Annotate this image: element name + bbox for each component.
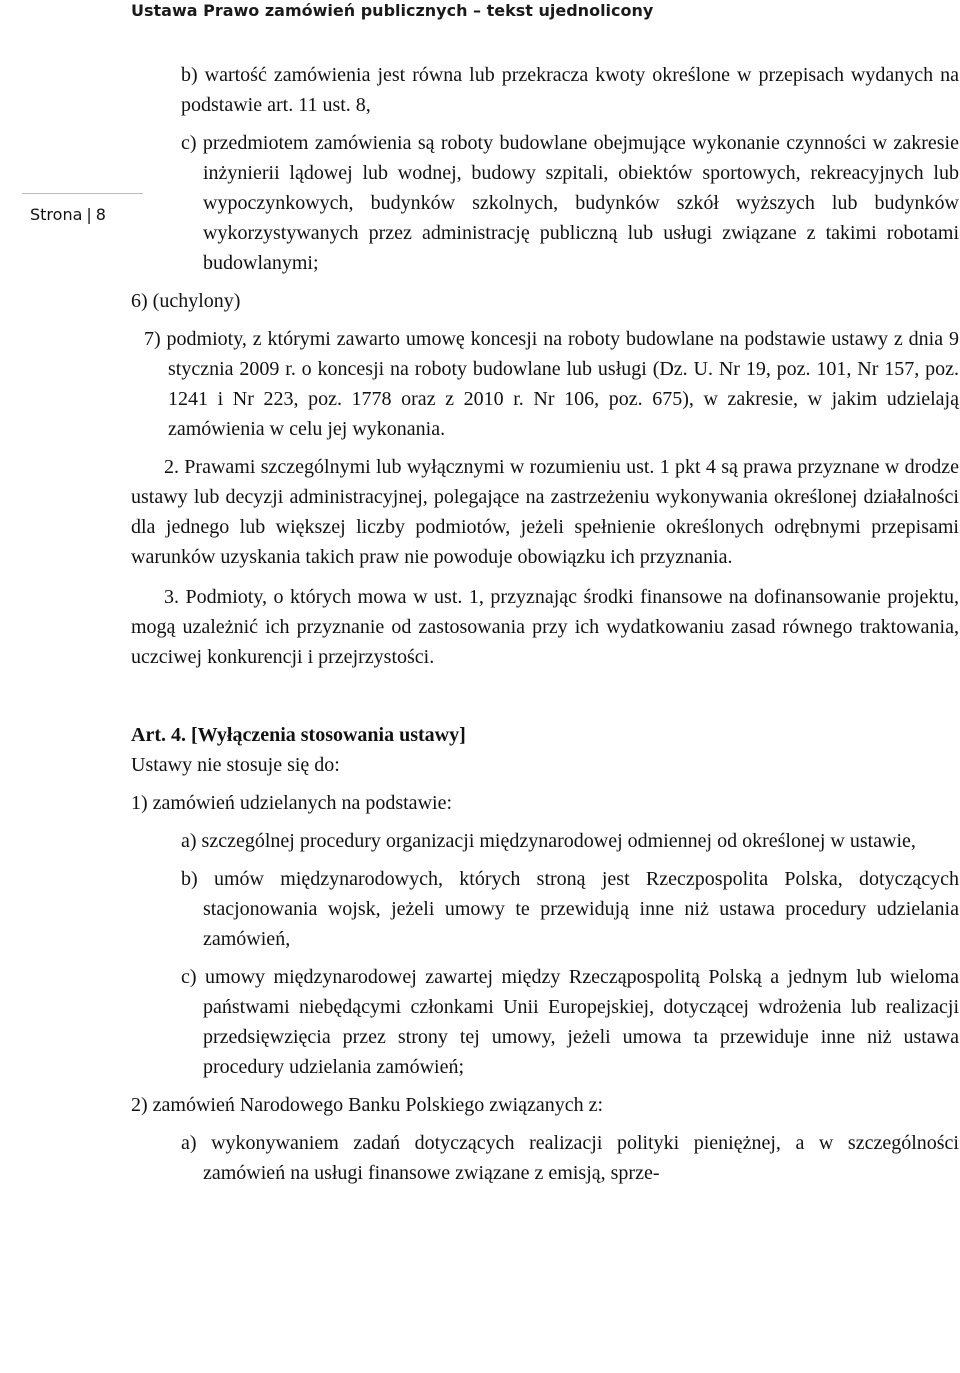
article-4-intro: Ustawy nie stosuje się do: <box>131 754 340 776</box>
article-4-item-1: 1) zamówień udzielanych na podstawie: <box>131 792 452 814</box>
list-item-6: 6) (uchylony) <box>131 290 241 312</box>
article-4-item-2-a: a) wykonywaniem zadań dotyczących realizacji polityki pieniężnej, a w szczególności zamówień na usługi finansowe związane z emisją, sprze- <box>181 1132 959 1184</box>
document-body <box>131 60 959 1188</box>
list-item-7: 7) podmioty, z którymi zawarto umowę koncesji na roboty budowlane na podstawie ustawy z dnia 9 stycznia 2009 r. o koncesji na roboty budowlane lub usługi (Dz. U. Nr 19, poz. 101, Nr 157, poz. 1241 i Nr 223, poz. 1778 oraz z 2010 r. Nr 106, poz. 675), w zakresie, w jakim udzielają zamówienia w celu jej wykonania. <box>144 328 959 440</box>
page-label-separator: | <box>86 205 92 224</box>
article-4-item-1-a: a) szczególnej procedury organizacji międzynarodowej odmiennej od określonej w ustawie, <box>181 830 916 852</box>
margin-divider <box>22 193 143 194</box>
paragraph-3: 3. Podmioty, o których mowa w ust. 1, przyznając środki finansowe na dofinansowanie projektu, mogą uzależnić ich przyznanie od zastosowania przy ich wydatkowaniu zasad równego traktowania, uczciwej konkurencji i przejrzystości. <box>131 586 959 668</box>
article-4-item-1-c: c) umowy międzynarodowej zawartej między Rzecząpospolitą Polską a jednym lub wieloma państwami niebędącymi członkami Unii Europejskiej, dotyczącej wdrożenia lub realizacji przedsięwzięcia przez strony tej umowy, jeżeli umowa ta przewiduje inne niż ustawa procedury udzielania zamówień; <box>181 966 959 1078</box>
page-number: 8 <box>95 205 106 224</box>
page-label-text: Strona <box>30 205 83 224</box>
article-4-item-1-b: b) umów międzynarodowych, których stroną jest Rzeczpospolita Polska, dotyczących stacjonowania wojsk, jeżeli umowy te przewidują inne niż ustawa procedury udzielania zamówień, <box>181 868 959 950</box>
paragraph-2: 2. Prawami szczególnymi lub wyłącznymi w rozumieniu ust. 1 pkt 4 są prawa przyznane w drodze ustawy lub decyzji administracyjnej, polegające na zastrzeżeniu wykonywania określonej działalności dla jednego lub większej liczby podmiotów, jeżeli spełnienie określonych odrębnymi przepisami warunków uzyskania takich praw nie powoduje obowiązku ich przyznania. <box>131 456 959 568</box>
article-4-item-2: 2) zamówień Narodowego Banku Polskiego związanych z: <box>131 1094 604 1116</box>
page-number-label <box>30 204 106 226</box>
article-4-title: Art. 4. [Wyłączenia stosowania ustawy] <box>131 724 466 746</box>
document-header: Ustawa Prawo zamówień publicznych – tekst ujednolicony <box>131 1 654 20</box>
list-item-c: c) przedmiotem zamówienia są roboty budowlane obejmujące wykonanie czynności w zakresie inżynierii lądowej lub wodnej, budowy szpitali, obiektów sportowych, rekreacyjnych lub wypoczynkowych, budynków szkolnych, budynków szkół wyższych lub budynków wykorzystywanych przez administrację publiczną lub usługi związane z takimi robotami budowlanymi; <box>181 132 959 274</box>
list-item-b: b) wartość zamówienia jest równa lub przekracza kwoty określone w przepisach wydanych na podstawie art. 11 ust. 8, <box>181 64 959 116</box>
